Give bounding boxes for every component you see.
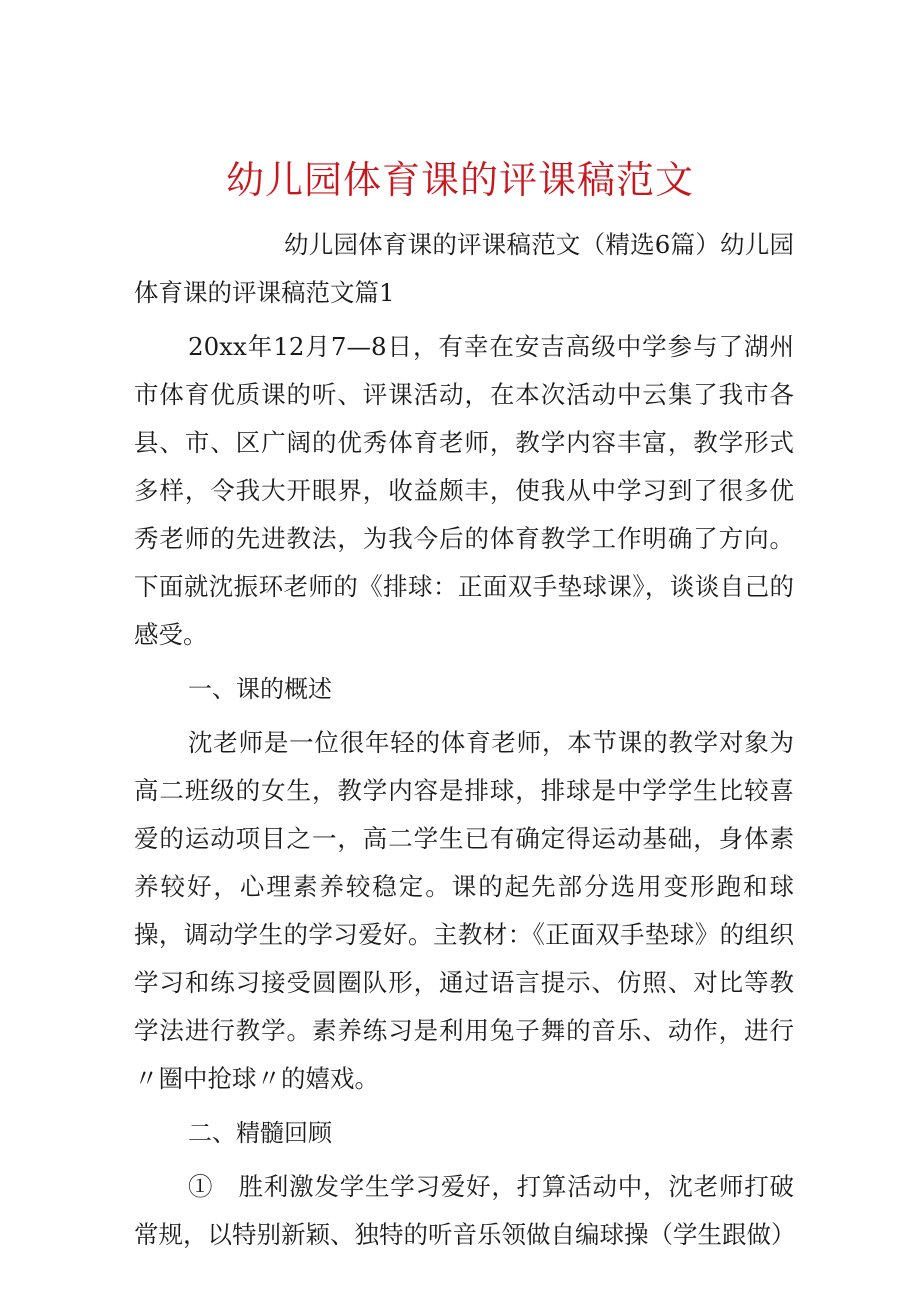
paragraph-review: ① 胜利激发学生学习爱好，打算活动中，沈老师打破常规，以特别新颖、独特的听音乐领做自编球操（学生跟做） bbox=[134, 1172, 796, 1249]
document-body bbox=[134, 221, 794, 1259]
document-title: 幼儿园体育课的评课稿范文 bbox=[225, 158, 694, 202]
paragraph-activity: 20xx年12月7—8日，有幸在安吉高级中学参与了湖州市体育优质课的听、评课活动，在本次活动中云集了我市各县、市、区广阔的优秀体育老师，教学内容丰富，教学形式多样，令我大开眼界，收益颇丰，使我从中学习到了很多优秀老师的先进教法，为我今后的体育教学工作明确了方向。下面就沈振环老师的《排球：正面双手垫球课》，谈谈自己的感受。 bbox=[134, 332, 794, 649]
section-heading-review: 二、精髓回顾 bbox=[188, 1119, 332, 1147]
intro-paragraph: 幼儿园体育课的评课稿范文（精选6篇）幼儿园体育课的评课稿范文篇1 bbox=[134, 230, 794, 307]
section-heading-overview: 一、课的概述 bbox=[188, 675, 332, 703]
paragraph-overview: 沈老师是一位很年轻的体育老师，本节课的教学对象为高二班级的女生，教学内容是排球，排球是中学学生比较喜爱的运动项目之一，高二学生已有确定得运动基础，身体素养较好，心理素养较稳定。课的起先部分选用变形跑和球操，调动学生的学习爱好。主教材：《正面双手垫球》的组织学习和练习接受圆圈队形，通过语言提示、仿照、对比等教学法进行教学。素养练习是利用兔子舞的音乐、动作，进行〃圈中抢球〃的嬉戏。 bbox=[134, 728, 794, 1093]
